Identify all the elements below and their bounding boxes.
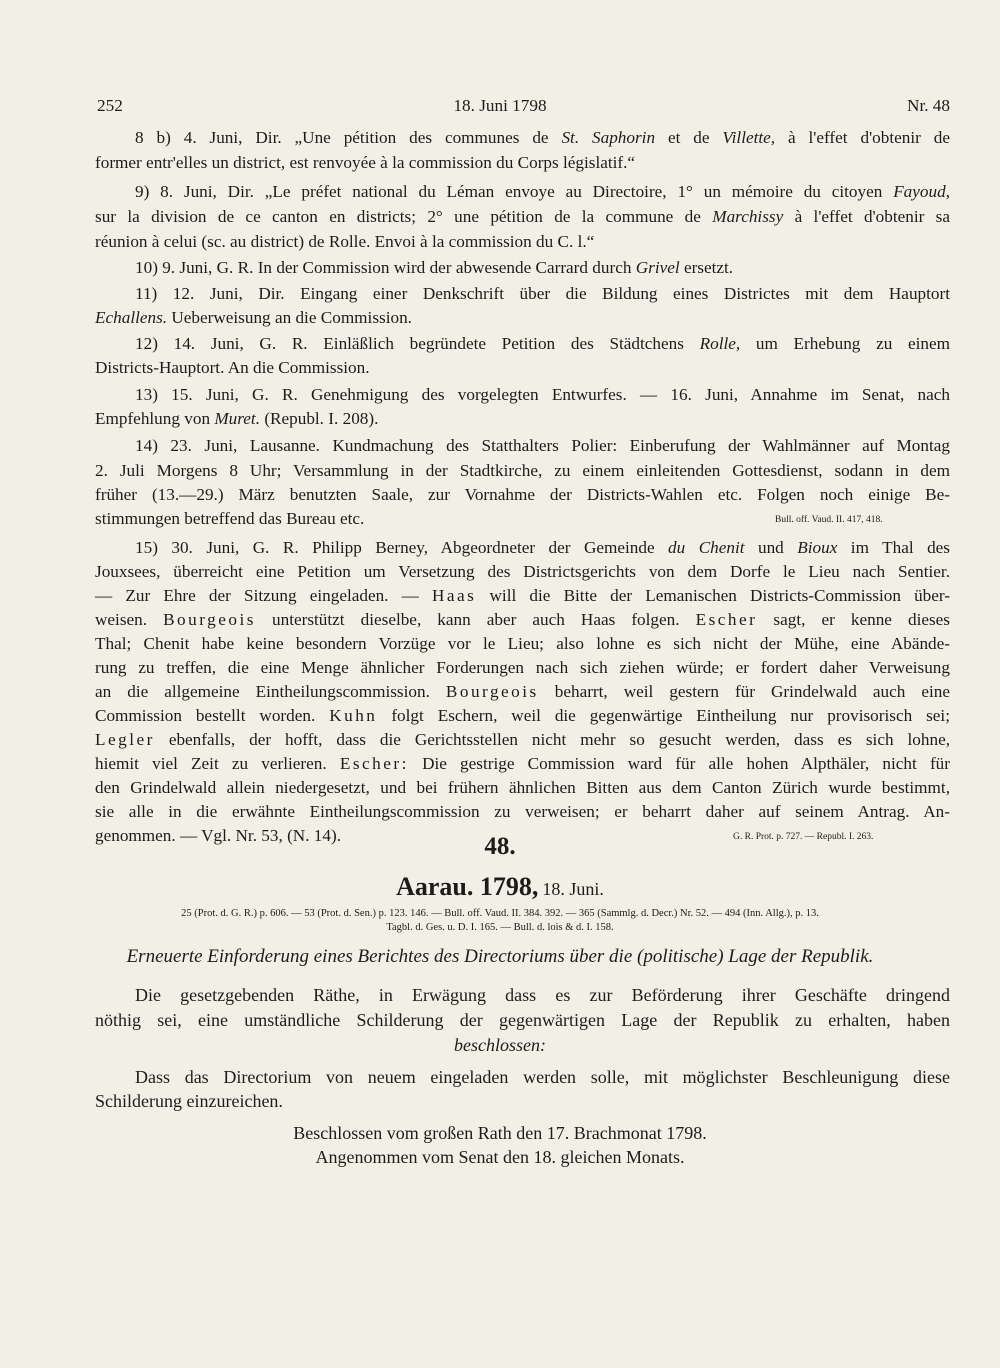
entry-14-source: Bull. off. Vaud. II. 417, 418. [775,515,883,525]
resolution-text-line-2: nöthig sei, eine umständliche Schilderung der gegenwärtigen Lage der Republik zu erhalten, haben [95,1010,950,1030]
entry-15-line-12: sie alle in die erwähnte Eintheilungscommission zu verweisen; er beharrt daher auf seinem Antrag. An- [95,802,950,821]
entry-15-line-6: rung zu treffen, die eine Menge ähnlicher Forderungen nach sich ziehen würde; er fordert daher Verweisung [95,658,950,677]
entry-15-source: G. R. Prot. p. 727. — Republ. I. 263. [733,832,874,842]
entry-11-line-2: Echallens. Ueberweisung an die Commission. [95,308,412,327]
closing-line-1: Beschlossen vom großen Rath den 17. Brachmonat 1798. [293,1123,707,1143]
entry-15-line-5: Thal; Chenit habe keine besondern Vorzüge vor le Lieu; also lohne es sich nicht der Mühe, eine Abände- [95,634,950,653]
entry-9-line-1: 9) 8. Juni, Dir. „Le préfet national du Léman envoye au Directoire, 1° un mémoire du citoyen Fayoud, [135,182,950,201]
entry-14-line-3: früher (13.—29.) März benutzten Saale, zur Vornahme der Districts-Wahlen etc. Folgen noch einige Be- [95,485,950,504]
section-place-year: Aarau. 1798, [396,872,539,901]
entry-12-line-2: Districts-Hauptort. An die Commission. [95,358,370,377]
section-heading [0,870,1000,908]
page-number: 252 [97,96,123,115]
entry-13-line-1: 13) 15. Juni, G. R. Genehmigung des vorgelegten Entwurfes. — 16. Juni, Annahme im Senat, nach [135,385,950,404]
entry-15-line-13: genommen. — Vgl. Nr. 53, (N. 14). G. R. Prot. p. 727. — Republ. I. 263. [95,824,950,848]
document-number: Nr. 48 [907,96,950,115]
entry-13-line-2: Empfehlung von Muret. (Republ. I. 208). [95,409,379,428]
entry-14-line-1: 14) 23. Juni, Lausanne. Kundmachung des Statthalters Polier: Einberufung der Wahlmänner auf Montag [135,436,950,455]
entry-15-line-9: Legler ebenfalls, der hofft, dass die Gerichtsstellen nicht mehr so gesucht werden, dass es sich lohne, [95,730,950,749]
entry-15-line-1: 15) 30. Juni, G. R. Philipp Berney, Abgeordneter der Gemeinde du Chenit und Bioux im Thal des [135,538,950,557]
entry-14-line-2: 2. Juli Morgens 8 Uhr; Versammlung in der Stadtkirche, zu einem einleitenden Gottesdienst, sodann in dem [95,461,950,480]
section-sources-line-2: Tagbl. d. Ges. u. D. I. 165. — Bull. d. lois & d. I. 158. [386,922,614,933]
entry-15-line-3: — Zur Ehre der Sitzung eingeladen. — Haas will die Bitte der Lemanischen Districts-Commission über- [95,586,951,605]
resolution-verb: beschlossen: [454,1035,546,1055]
entry-9-line-2: sur la division de ce canton en districts; 2° une pétition de la commune de Marchissy à l'effet d'obtenir sa [95,207,950,226]
closing-line-2: Angenommen vom Senat den 18. gleichen Monats. [315,1147,685,1167]
entry-14-line-4: stimmungen betreffend das Bureau etc. Bull. off. Vaud. II. 417, 418. [95,507,950,531]
section-sources-line-1: 25 (Prot. d. G. R.) p. 606. — 53 (Prot. d. Sen.) p. 123. 146. — Bull. off. Vaud. II. 384. 392. — 365 (Sammlg. d. Decr.) Nr. 52. — 494 (Inn. Allg.), p. 13. [181,908,819,919]
resolution-text-line-3: Dass das Directorium von neuem eingeladen werden solle, mit möglichster Beschleunigung diese [135,1067,950,1087]
entry-9-line-3: réunion à celui (sc. au district) de Rolle. Envoi à la commission du C. l.“ [95,232,595,251]
entry-15-line-2: Jouxsees, überreicht eine Petition um Versetzung des Districtsgerichts von dem Dorfe le Lieu nach Sentier. [95,562,950,581]
resolution-text-line-1: Die gesetzgebenden Räthe, in Erwägung dass es zur Beförderung ihrer Geschäfte dringend [135,985,950,1005]
section-subtitle: Erneuerte Einforderung eines Berichtes des Directoriums über die (politische) Lage der Republik. [126,946,874,967]
entry-8b-line-2: former entr'elles un district, est renvoyée à la commission du Corps législatif.“ [95,153,636,172]
section-number: 48. [484,833,516,860]
entry-15-line-10: hiemit viel Zeit zu verlieren. Escher: Die gestrige Commission ward für alle hohen Alpthäler, nicht für [95,754,950,773]
entry-11-line-1: 11) 12. Juni, Dir. Eingang einer Denkschrift über die Bildung eines Districtes mit dem Hauptort [135,284,950,303]
resolution-text-line-4: Schilderung einzureichen. [95,1091,283,1111]
entry-15-line-7: an die allgemeine Eintheilungscommission. Bourgeois beharrt, weil gestern für Grindelwald auch eine [95,682,950,701]
entry-15-line-11: den Grindelwald allein niedergesetzt, und bei frühern ähnlichen Bitten aus dem Canton Zürich wurde bestimmt, [95,778,950,797]
entry-8b-line-1: 8 b) 4. Juni, Dir. „Une pétition des communes de St. Saphorin et de Villette, à l'effet d'obtenir de [135,128,950,147]
entry-15-line-4: weisen. Bourgeois unterstützt dieselbe, kann aber auch Haas folgen. Escher sagt, er kenne dieses [95,610,950,629]
section-date: 18. Juni. [542,879,604,899]
entry-12-line-1: 12) 14. Juni, G. R. Einläßlich begründete Petition des Städtchens Rolle, um Erhebung zu einem [135,334,950,353]
entry-10-line-1: 10) 9. Juni, G. R. In der Commission wird der abwesende Carrard durch Grivel ersetzt. [135,258,734,277]
entry-15-line-8: Commission bestellt worden. Kuhn folgt Eschern, weil die gegenwärtige Eintheilung nur provisorisch sei; [95,706,950,725]
running-date: 18. Juni 1798 [453,96,547,115]
